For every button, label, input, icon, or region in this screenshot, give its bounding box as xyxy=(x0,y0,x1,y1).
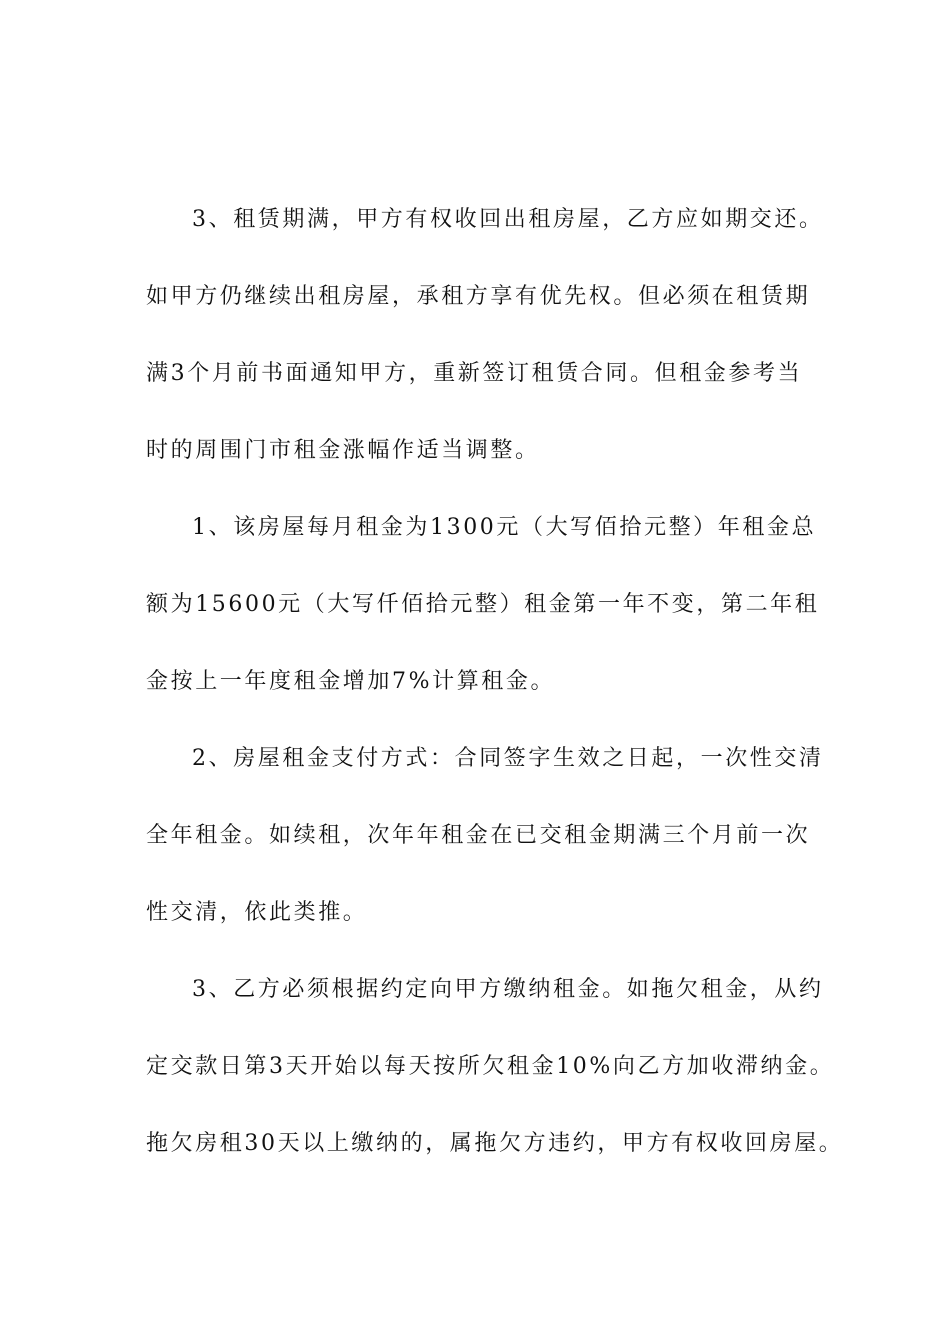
paragraph-monthly-rent-line-2: 额为15600元（大写仟佰拾元整）租金第一年不变，第二年租 xyxy=(146,592,820,617)
paragraph-payment-method-line-1: 2、房屋租金支付方式：合同签字生效之日起，一次性交清 xyxy=(192,746,824,771)
paragraph-late-fee-line-1: 3、乙方必须根据约定向甲方缴纳租金。如拖欠租金，从约 xyxy=(192,977,824,1002)
paragraph-lease-expiry-line-1: 3、租赁期满，甲方有权收回出租房屋，乙方应如期交还。 xyxy=(192,207,824,232)
paragraph-monthly-rent-line-3: 金按上一年度租金增加7%计算租金。 xyxy=(146,669,556,694)
paragraph-late-fee-line-2: 定交款日第3天开始以每天按所欠租金10%向乙方加收滞纳金。 xyxy=(146,1054,835,1079)
paragraph-lease-expiry-line-3: 满3个月前书面通知甲方，重新签订租赁合同。但租金参考当 xyxy=(146,361,803,386)
document-body xyxy=(146,198,844,1199)
paragraph-payment-method-line-3: 性交清，依此类推。 xyxy=(146,900,368,925)
paragraph-monthly-rent-line-1: 1、该房屋每月租金为1300元（大写佰拾元整）年租金总 xyxy=(192,515,817,540)
paragraph-payment-method-line-2: 全年租金。如续租，次年年租金在已交租金期满三个月前一次 xyxy=(146,823,811,848)
paragraph-lease-expiry-line-4: 时的周围门市租金涨幅作适当调整。 xyxy=(146,438,540,463)
paragraph-late-fee-line-3: 拖欠房租30天以上缴纳的，属拖欠方违约，甲方有权收回房屋。 xyxy=(146,1131,844,1156)
paragraph-lease-expiry-line-2: 如甲方仍继续出租房屋，承租方享有优先权。但必须在租赁期 xyxy=(146,284,811,309)
